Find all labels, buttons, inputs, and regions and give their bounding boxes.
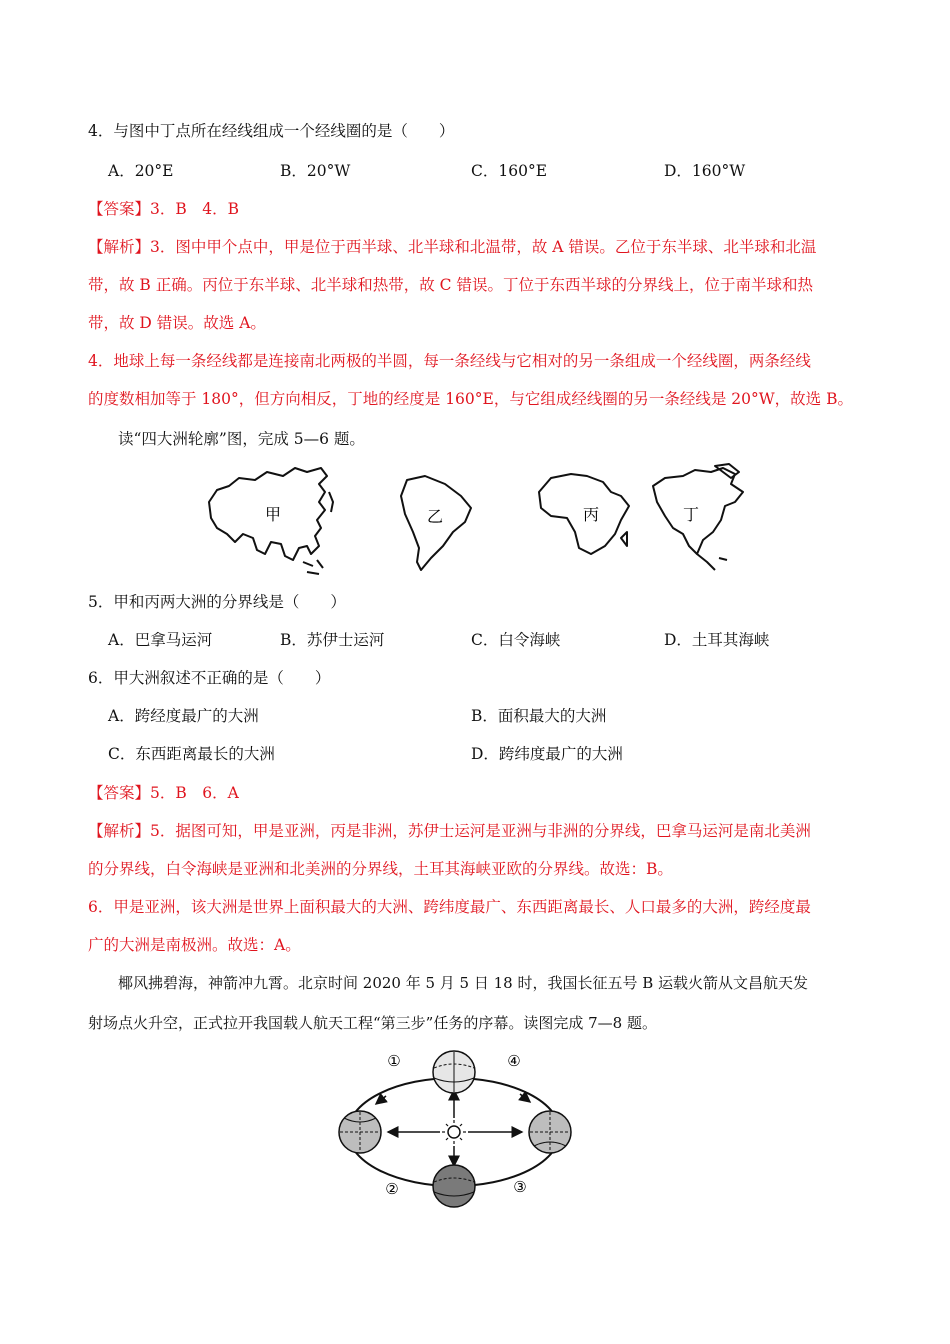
position-label-1: ① bbox=[387, 1052, 401, 1070]
position-label-3: ③ bbox=[513, 1178, 527, 1196]
explanation-3-line-1: 【解析】3．图中甲个点中，甲是位于西半球、北半球和北温带，故 A 错误。乙位于东半球、北半球和北温 bbox=[88, 238, 817, 256]
earth-left bbox=[339, 1111, 381, 1153]
q5-option-c: C．白令海峡 bbox=[471, 631, 561, 649]
q5-stem: 5．甲和丙两大洲的分界线是（ ） bbox=[88, 593, 346, 611]
explanation-6-line-1: 6．甲是亚洲，该大洲是世界上面积最大的大洲、跨纬度最广、东西距离最长、人口最多的大洲，跨经度最 bbox=[88, 898, 811, 916]
earth-right bbox=[529, 1111, 571, 1153]
position-label-2: ② bbox=[385, 1180, 399, 1198]
q4-option-a: A．20°E bbox=[108, 162, 174, 180]
explanation-6-line-2: 广的大洲是南极洲。故选：A。 bbox=[88, 936, 301, 954]
q6-option-b: B．面积最大的大洲 bbox=[471, 707, 607, 725]
sun-icon bbox=[442, 1120, 466, 1144]
intro-5-6: 读“四大洲轮廓”图，完成 5—6 题。 bbox=[118, 430, 365, 448]
intro-7-8-line-1: 椰风拂碧海，神箭冲九霄。北京时间 2020 年 5 月 5 日 18 时，我国长征五号 B 运载火箭从文昌航天发 bbox=[118, 974, 809, 992]
q4-option-c: C．160°E bbox=[471, 162, 548, 180]
q6-option-a: A．跨经度最广的大洲 bbox=[108, 707, 259, 725]
explanation-3-line-2: 带，故 B 正确。丙位于东半球、北半球和热带，故 C 错误。丁位于东西半球的分界线上，位于南半球和热 bbox=[88, 276, 813, 294]
continent-label-ding: 丁 bbox=[682, 505, 700, 524]
q6-option-c: C．东西距离最长的大洲 bbox=[108, 745, 275, 763]
q6-option-d: D．跨纬度最广的大洲 bbox=[471, 745, 623, 763]
japan-outline bbox=[329, 492, 333, 512]
continent-label-bing: 丙 bbox=[582, 505, 600, 524]
earth-bottom bbox=[433, 1165, 475, 1207]
explanation-4-line-2: 的度数相加等于 180°，但方向相反，丁地的经度是 160°E，与它组成经线圈的另一条经线是 20°W，故选 B。 bbox=[88, 390, 853, 408]
explanation-5-line-2: 的分界线，白令海峡是亚洲和北美洲的分界线，土耳其海峡亚欧的分界线。故选：B。 bbox=[88, 860, 673, 878]
continents-figure bbox=[195, 462, 755, 580]
q4-option-b: B．20°W bbox=[280, 162, 351, 180]
q5-option-d: D．土耳其海峡 bbox=[664, 631, 770, 649]
explanation-4-line-1: 4．地球上每一条经线都是连接南北两极的半圆，每一条经线与它相对的另一条组成一个经线圈，两条经线 bbox=[88, 352, 811, 370]
intro-7-8-line-2: 射场点火升空，正式拉开我国载人航天工程“第三步”任务的序幕。读图完成 7—8 题。 bbox=[88, 1014, 657, 1032]
indonesia-outline bbox=[303, 560, 323, 574]
q6-stem: 6．甲大洲叙述不正确的是（ ） bbox=[88, 669, 331, 687]
q4-stem: 4．与图中丁点所在经线组成一个经线圈的是（ ） bbox=[88, 122, 455, 140]
central-america-outline bbox=[697, 554, 727, 570]
explanation-3-line-3: 带，故 D 错误。故选 A。 bbox=[88, 314, 266, 332]
continent-label-yi: 乙 bbox=[426, 507, 444, 526]
explanation-5-line-1: 【解析】5．据图可知，甲是亚洲，丙是非洲，苏伊士运河是亚洲与非洲的分界线，巴拿马运河是南北美洲 bbox=[88, 822, 811, 840]
answer-5-6: 【答案】5．B 6．A bbox=[88, 784, 239, 802]
position-label-4: ④ bbox=[507, 1052, 521, 1070]
earth-orbit-figure bbox=[330, 1048, 580, 1218]
continent-label-jia: 甲 bbox=[264, 505, 282, 524]
earth-top bbox=[433, 1051, 475, 1093]
q5-option-a: A．巴拿马运河 bbox=[108, 631, 213, 649]
answer-3-4: 【答案】3．B 4．B bbox=[88, 200, 240, 218]
madagascar-outline bbox=[621, 532, 627, 546]
q5-option-b: B．苏伊士运河 bbox=[280, 631, 385, 649]
q4-option-d: D．160°W bbox=[664, 162, 746, 180]
